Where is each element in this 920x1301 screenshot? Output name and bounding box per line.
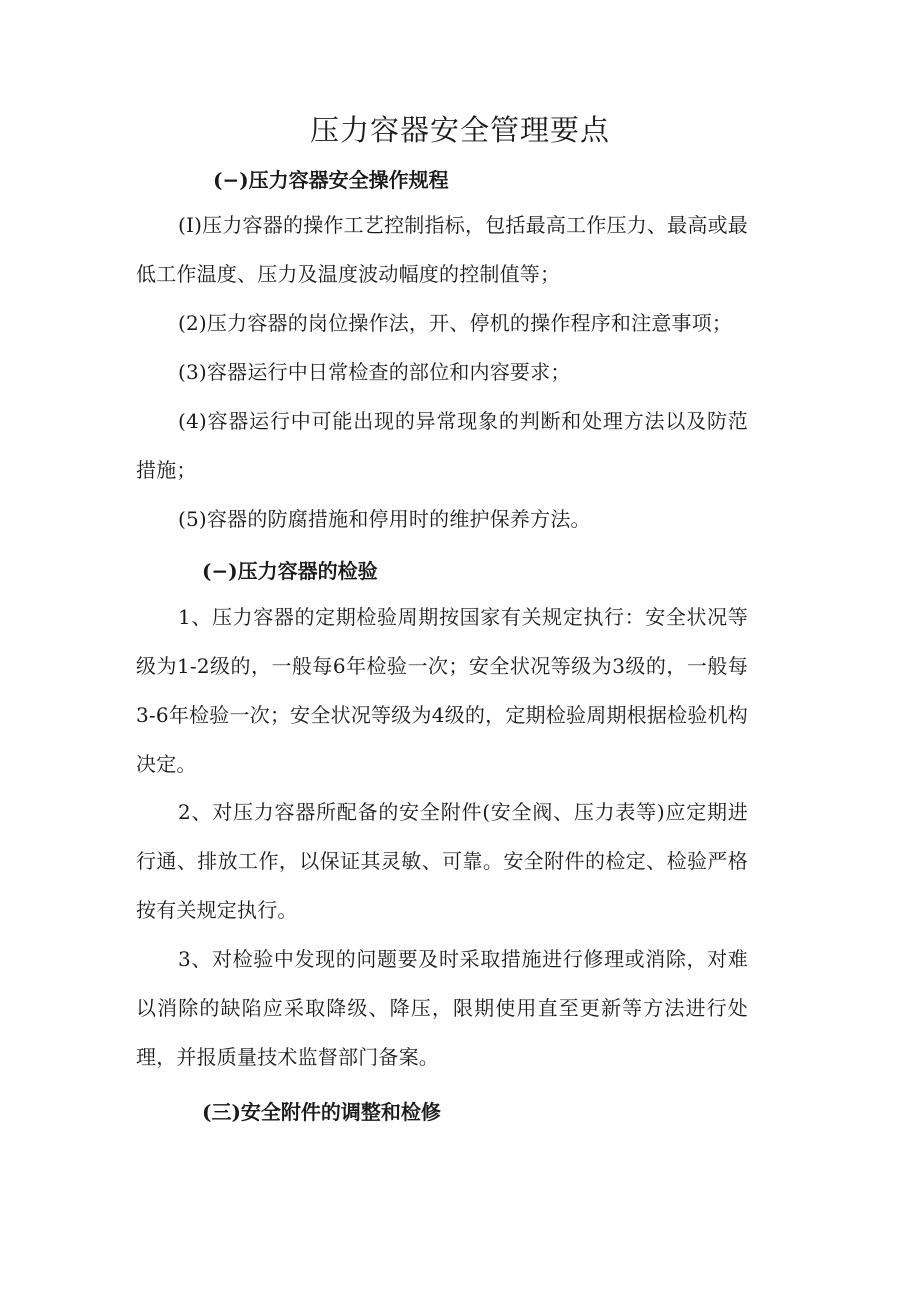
section-heading-accessory-maintenance: (三)安全附件的调整和检修 (202, 1100, 441, 1124)
paragraph-abnormal-handling: (4)容器运行中可能出现的异常现象的判断和处理方法以及防范措施； (136, 409, 748, 482)
paragraph-anticorrosion: (5)容器的防腐措施和停用时的维护保养方法。 (178, 507, 591, 531)
paragraph-safety-accessories: 2、对压力容器所配备的安全附件(安全阀、压力表等)应定期进行通、排放工作，以保证其灵敏、可靠。安全附件的检定、检验严格按有关规定执行。 (136, 800, 748, 922)
paragraph-post-operation: (2)压力容器的岗位操作法，开、停机的操作程序和注意事项； (178, 311, 733, 335)
paragraph-operating-indicators: (I)压力容器的操作工艺控制指标，包括最高工作压力、最高或最低工作温度、压力及温度波动幅度的控制值等； (136, 213, 748, 286)
paragraph-daily-inspection: (3)容器运行中日常检查的部位和内容要求； (178, 360, 571, 384)
paragraph-inspection-period: 1、压力容器的定期检验周期按国家有关规定执行：安全状况等级为1-2级的，一般每6年检验一次；安全状况等级为3级的，一般每3-6年检验一次；安全状况等级为4级的，定期检验周期根据检验机构决定。 (136, 605, 748, 776)
document-title: 压力容器安全管理要点 (309, 113, 610, 147)
paragraph-defect-handling: 3、对检验中发现的问题要及时采取措施进行修理或消除，对难以消除的缺陷应采取降级、降压，限期使用直至更新等方法进行处理，并报质量技术监督部门备案。 (136, 947, 748, 1069)
section-heading-operating-rules: (−)压力容器安全操作规程 (213, 168, 449, 192)
section-heading-inspection: (−)压力容器的检验 (202, 559, 378, 583)
